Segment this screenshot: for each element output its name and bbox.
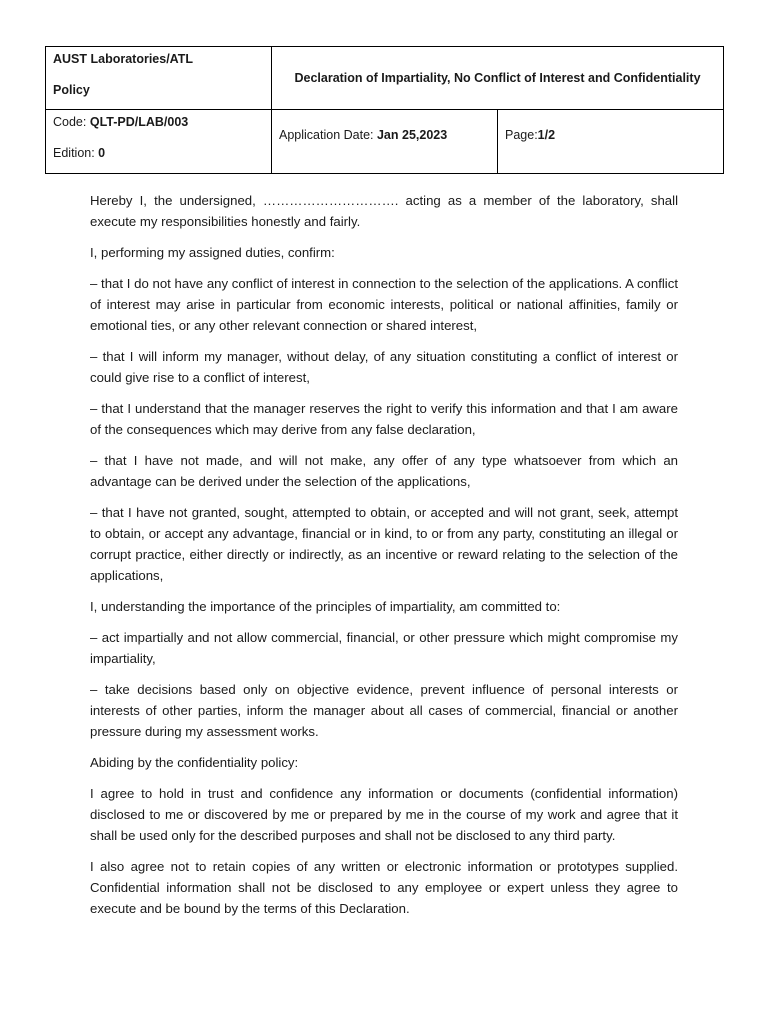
paragraph: – act impartially and not allow commercial, financial, or other pressure which might compromise my impartiality, [90, 630, 678, 666]
document-title: Declaration of Impartiality, No Conflict of Interest and Confidentiality [294, 71, 701, 85]
application-date-cell [272, 110, 498, 173]
paragraph: I agree to hold in trust and confidence any information or documents (confidential information) disclosed to me or discovered by me or prepared by me in the course of my work and agree that it shall be used only for the described purposes and shall not be disclosed to any third party. [90, 786, 678, 843]
code-label: Code: [53, 115, 90, 129]
page-value: 1/2 [537, 128, 556, 142]
edition-value: 0 [98, 146, 106, 160]
paragraph: – that I do not have any conflict of interest in connection to the selection of the applications. A conflict of interest may arise in particular from economic interests, political or national affinities, family or emotional ties, or any other relevant connection or shared interest, [90, 276, 678, 333]
edition-label: Edition: [53, 146, 99, 160]
paragraph: – that I have not granted, sought, attempted to obtain, or accepted and will not grant, seek, attempt to obtain, or accept any advantage, financial or in kind, to or from any party, constituting an illegal or corrupt practice, either directly or indirectly, as an incentive or reward relating to the selection of the applications, [90, 505, 678, 583]
paragraph: Hereby I, the undersigned, …………………………. acting as a member of the laboratory, shall execute my responsibilities honestly and fairly. [90, 193, 678, 229]
code-line [53, 114, 271, 130]
code-value: QLT-PD/LAB/003 [89, 115, 189, 129]
page-label: Page: [505, 128, 538, 142]
paragraph: – that I have not made, and will not make, any offer of any type whatsoever from which an advantage can be derived under the selection of the applications, [90, 453, 678, 489]
paragraph: I, understanding the importance of the principles of impartiality, am committed to: [90, 599, 561, 614]
declaration-body [90, 190, 678, 929]
organization-cell [46, 47, 272, 110]
paragraph: I, performing my assigned duties, confirm: [90, 245, 335, 260]
application-date-label: Application Date: [279, 128, 377, 142]
page-number-cell [498, 110, 723, 173]
edition-line [53, 145, 271, 161]
paragraph: I also agree not to retain copies of any written or electronic information or prototypes supplied. Confidential information shall not be disclosed to any employee or expert unless they agree to execute and be bound by the terms of this Declaration. [90, 859, 678, 916]
organization-name: AUST Laboratories/ATL [53, 52, 194, 66]
application-date-value: Jan 25,2023 [376, 128, 448, 142]
paragraph: Abiding by the confidentiality policy: [90, 755, 299, 770]
document-header-table [45, 46, 724, 174]
organization-doc-type: Policy [53, 83, 90, 97]
paragraph: – take decisions based only on objective evidence, prevent influence of personal interests or interests of other parties, inform the manager about all cases of commercial, financial or another pressure during my assessment works. [90, 682, 678, 739]
paragraph: – that I will inform my manager, without delay, of any situation constituting a conflict of interest or could give rise to a conflict of interest, [90, 349, 678, 385]
code-edition-cell [46, 110, 272, 173]
document-title-cell [272, 47, 723, 110]
paragraph: – that I understand that the manager reserves the right to verify this information and that I am aware of the consequences which may derive from any false declaration, [90, 401, 678, 437]
